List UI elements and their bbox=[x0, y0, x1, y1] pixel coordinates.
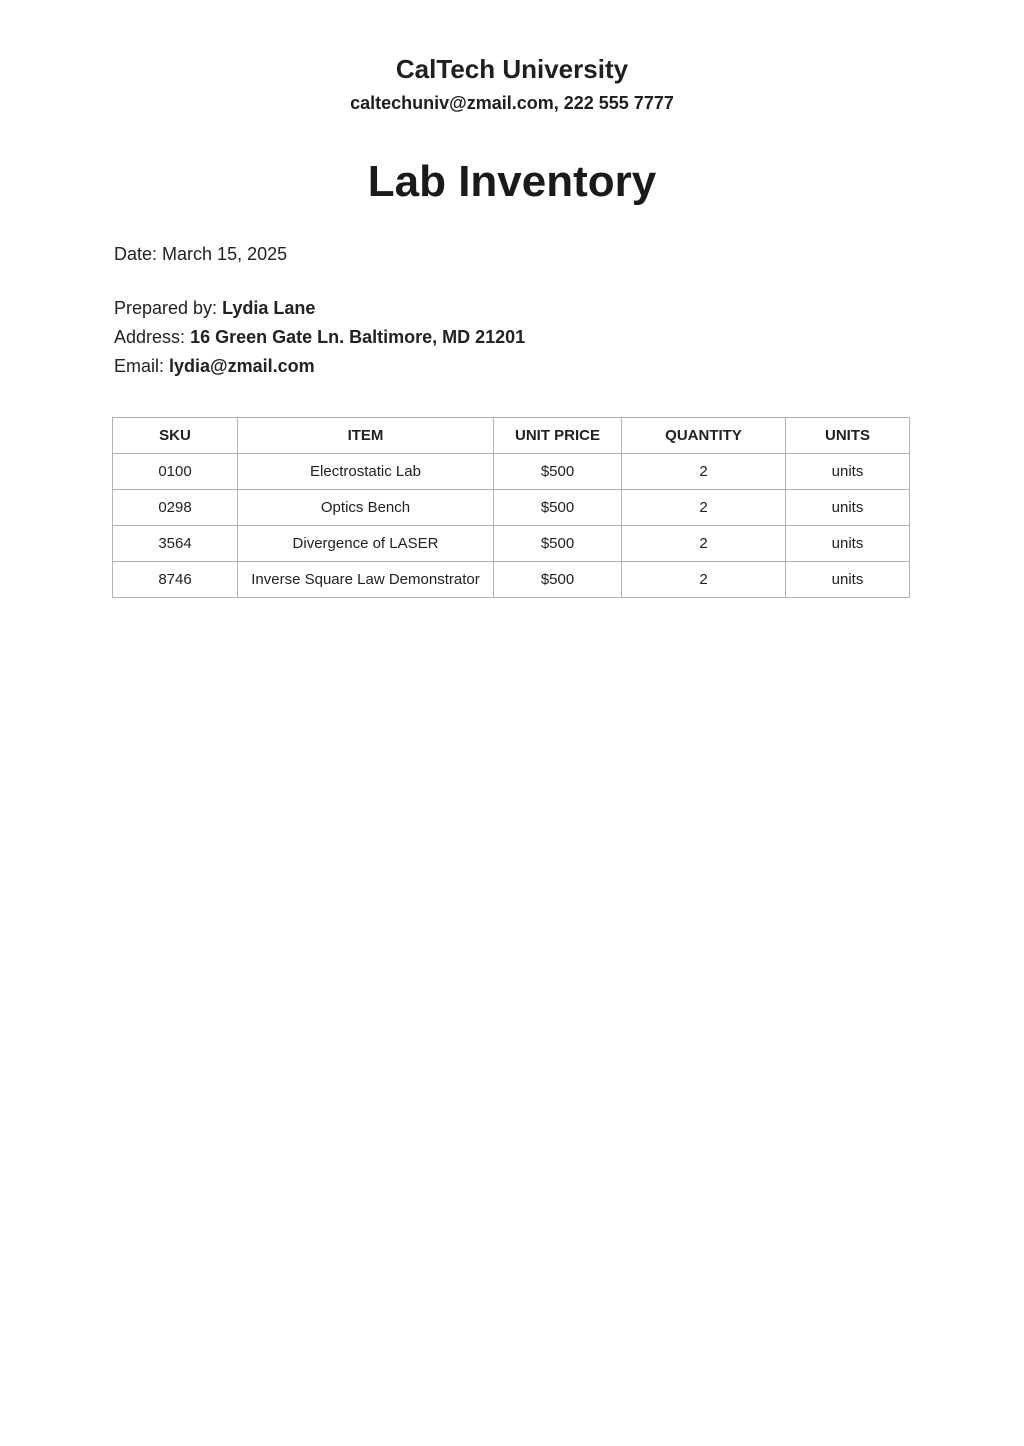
address-label: Address: bbox=[114, 327, 186, 347]
email-line bbox=[114, 352, 525, 381]
letterhead bbox=[0, 52, 1024, 116]
document-title: Lab Inventory bbox=[367, 157, 657, 206]
table-row bbox=[113, 454, 910, 490]
table-header-row bbox=[113, 418, 910, 454]
prepared-by-label: Prepared by: bbox=[114, 298, 218, 318]
prepared-by-line bbox=[114, 294, 525, 323]
table-row bbox=[113, 562, 910, 598]
cell-units: units bbox=[786, 490, 910, 526]
cell-units: units bbox=[786, 454, 910, 490]
table-row bbox=[113, 490, 910, 526]
cell-item: Inverse Square Law Demonstrator bbox=[238, 562, 494, 598]
cell-unit-price: $500 bbox=[494, 526, 622, 562]
cell-sku: 0100 bbox=[113, 454, 238, 490]
preparer-details bbox=[114, 294, 525, 381]
column-header-unit-price: UNIT PRICE bbox=[494, 418, 622, 454]
column-header-quantity: QUANTITY bbox=[622, 418, 786, 454]
cell-units: units bbox=[786, 526, 910, 562]
prepared-by-value: Lydia Lane bbox=[222, 298, 316, 318]
column-header-sku: SKU bbox=[113, 418, 238, 454]
cell-item: Divergence of LASER bbox=[238, 526, 494, 562]
date-value: March 15, 2025 bbox=[162, 244, 288, 264]
inventory-table bbox=[112, 417, 910, 598]
email-label: Email: bbox=[114, 356, 165, 376]
address-line bbox=[114, 323, 525, 352]
cell-unit-price: $500 bbox=[494, 454, 622, 490]
cell-unit-price: $500 bbox=[494, 490, 622, 526]
email-value: lydia@zmail.com bbox=[169, 356, 315, 376]
cell-quantity: 2 bbox=[622, 490, 786, 526]
organization-name: CalTech University bbox=[395, 54, 629, 84]
cell-item: Optics Bench bbox=[238, 490, 494, 526]
cell-sku: 8746 bbox=[113, 562, 238, 598]
table-row bbox=[113, 526, 910, 562]
cell-units: units bbox=[786, 562, 910, 598]
cell-sku: 0298 bbox=[113, 490, 238, 526]
cell-sku: 3564 bbox=[113, 526, 238, 562]
cell-quantity: 2 bbox=[622, 526, 786, 562]
address-value: 16 Green Gate Ln. Baltimore, MD 21201 bbox=[190, 327, 526, 347]
organization-contact: caltechuniv@zmail.com, 222 555 7777 bbox=[350, 93, 674, 113]
date-line bbox=[114, 240, 287, 269]
cell-quantity: 2 bbox=[622, 454, 786, 490]
column-header-units: UNITS bbox=[786, 418, 910, 454]
date-label: Date: bbox=[114, 244, 158, 264]
column-header-item: ITEM bbox=[238, 418, 494, 454]
cell-unit-price: $500 bbox=[494, 562, 622, 598]
cell-item: Electrostatic Lab bbox=[238, 454, 494, 490]
cell-quantity: 2 bbox=[622, 562, 786, 598]
